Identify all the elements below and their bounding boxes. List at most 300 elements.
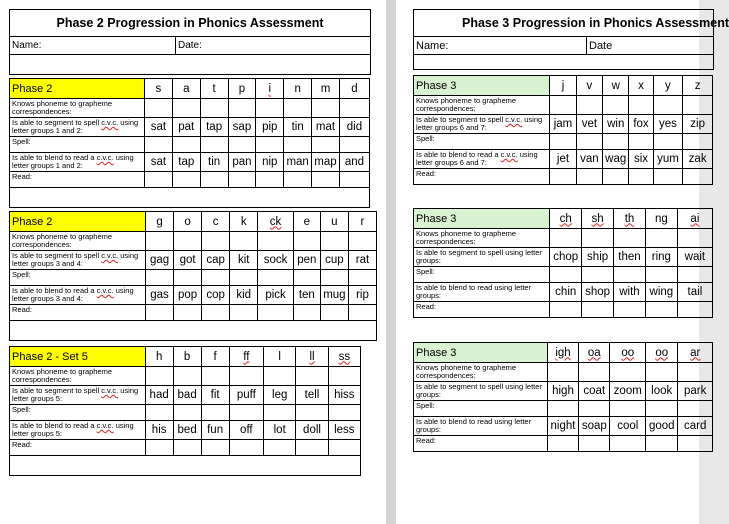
tick-cell[interactable] xyxy=(582,267,614,283)
spell-word-cell[interactable]: cap xyxy=(202,251,230,270)
read-word-cell[interactable]: card xyxy=(678,417,713,436)
spacer-row xyxy=(414,185,713,205)
tick-cell[interactable] xyxy=(312,172,340,188)
criterion-text: Is able to blend to read using letter groups: xyxy=(416,283,532,300)
criterion-blend-read xyxy=(414,283,550,302)
read-word-cell[interactable]: tail xyxy=(677,283,712,302)
spell-word-cell[interactable]: zip xyxy=(683,115,713,134)
tick-cell[interactable] xyxy=(200,172,228,188)
grapheme-cell[interactable]: oa xyxy=(579,343,610,363)
tick-cell[interactable] xyxy=(579,436,610,452)
read-word-cell[interactable]: wag xyxy=(603,150,629,169)
read-word-cell[interactable]: cool xyxy=(610,417,646,436)
phase-label: Phase 3 xyxy=(414,343,548,363)
read-word-cell[interactable]: wing xyxy=(645,283,677,302)
tick-cell[interactable] xyxy=(172,99,200,118)
tick-cell[interactable] xyxy=(296,440,328,456)
tick-cell[interactable] xyxy=(550,96,576,115)
tick-cell[interactable] xyxy=(173,367,201,386)
tick-cell[interactable] xyxy=(348,305,376,321)
criterion-blend-read xyxy=(414,417,548,436)
phase-label: Phase 3 xyxy=(414,76,550,96)
criterion-text: Is able to blend to read a xyxy=(416,150,501,159)
read-label: Read: xyxy=(414,302,550,318)
tick-cell[interactable] xyxy=(579,363,610,382)
tick-cell[interactable] xyxy=(582,229,614,248)
spell-word-cell[interactable]: zoom xyxy=(610,382,646,401)
spell-word-cell[interactable]: bad xyxy=(173,386,201,405)
grapheme-cell[interactable]: z xyxy=(683,76,713,96)
read-word-cell[interactable]: soap xyxy=(579,417,610,436)
read-word-cell[interactable]: six xyxy=(629,150,653,169)
tick-cell[interactable] xyxy=(547,436,578,452)
tick-cell[interactable] xyxy=(683,96,713,115)
spell-word-cell[interactable]: got xyxy=(174,251,202,270)
spell-word-cell[interactable]: tell xyxy=(296,386,328,405)
tick-cell[interactable] xyxy=(582,302,614,318)
tick-cell[interactable] xyxy=(293,232,320,251)
tick-cell[interactable] xyxy=(653,96,683,115)
tick-cell[interactable] xyxy=(258,270,294,286)
read-word-cell[interactable]: yum xyxy=(653,150,683,169)
left-header-table xyxy=(9,9,371,75)
spell-word-cell[interactable]: mat xyxy=(312,118,340,137)
tick-cell[interactable] xyxy=(258,232,294,251)
read-word-cell[interactable]: nip xyxy=(256,153,284,172)
tick-cell[interactable] xyxy=(146,270,174,286)
grapheme-cell[interactable]: r xyxy=(348,212,376,232)
tick-cell[interactable] xyxy=(174,270,202,286)
read-word-cell[interactable]: bed xyxy=(173,421,201,440)
spacer-row xyxy=(10,55,371,75)
spell-word-cell[interactable]: pen xyxy=(293,251,320,270)
grapheme-cell[interactable]: j xyxy=(550,76,576,96)
grapheme-cell[interactable]: a xyxy=(172,79,200,99)
spell-label: Spell: xyxy=(414,134,550,150)
tick-cell[interactable] xyxy=(603,96,629,115)
cvc-term: c.v.c. xyxy=(96,421,114,430)
grapheme-cell[interactable]: ch xyxy=(550,209,582,229)
tick-cell[interactable] xyxy=(550,302,582,318)
read-word-cell[interactable]: chin xyxy=(550,283,582,302)
tick-cell[interactable] xyxy=(172,137,200,153)
read-word-cell[interactable]: ten xyxy=(293,286,320,305)
tick-cell[interactable] xyxy=(646,363,678,382)
read-word-cell[interactable]: mug xyxy=(320,286,348,305)
spell-word-cell[interactable]: yes xyxy=(653,115,683,134)
tick-cell[interactable] xyxy=(645,267,677,283)
tick-cell[interactable] xyxy=(653,169,683,185)
criterion-segment-spell xyxy=(414,248,550,267)
grapheme-cell[interactable]: ai xyxy=(677,209,712,229)
tick-cell[interactable] xyxy=(202,232,230,251)
cvc-term: c.v.c. xyxy=(500,150,518,159)
tick-cell[interactable] xyxy=(201,440,229,456)
grapheme-cell[interactable]: n xyxy=(284,79,312,99)
tick-cell[interactable] xyxy=(678,401,713,417)
spell-word-cell[interactable]: ship xyxy=(582,248,614,267)
spell-word-cell[interactable]: look xyxy=(646,382,678,401)
tick-cell[interactable] xyxy=(145,137,173,153)
grapheme-cell[interactable]: v xyxy=(576,76,602,96)
tick-cell[interactable] xyxy=(550,229,582,248)
grapheme-cell[interactable]: m xyxy=(312,79,340,99)
criterion-text: using letter groups 5: xyxy=(12,421,134,438)
name-label[interactable]: Name: xyxy=(10,37,176,55)
phase-section-6 xyxy=(413,342,713,472)
tick-cell[interactable] xyxy=(230,270,258,286)
tick-cell[interactable] xyxy=(576,96,602,115)
tick-cell[interactable] xyxy=(200,99,228,118)
tick-cell[interactable] xyxy=(200,137,228,153)
tick-cell[interactable] xyxy=(339,99,369,118)
tick-cell[interactable] xyxy=(229,367,263,386)
tick-cell[interactable] xyxy=(348,232,376,251)
grapheme-cell[interactable]: ss xyxy=(328,347,360,367)
tick-cell[interactable] xyxy=(293,270,320,286)
tick-cell[interactable] xyxy=(145,99,173,118)
name-label[interactable]: Name: xyxy=(414,37,587,55)
criterion-segment-spell xyxy=(10,118,145,137)
tick-cell[interactable] xyxy=(614,267,646,283)
date-label[interactable]: Date xyxy=(587,37,714,55)
read-label: Read: xyxy=(10,440,146,456)
tick-cell[interactable] xyxy=(296,405,328,421)
spell-word-cell[interactable]: chop xyxy=(550,248,582,267)
tick-cell[interactable] xyxy=(348,270,376,286)
tick-cell[interactable] xyxy=(230,305,258,321)
tick-cell[interactable] xyxy=(202,305,230,321)
grapheme-cell[interactable]: ll xyxy=(296,347,328,367)
tick-cell[interactable] xyxy=(610,401,646,417)
tick-cell[interactable] xyxy=(610,436,646,452)
criterion-blend-read xyxy=(10,286,146,305)
read-word-cell[interactable]: gas xyxy=(146,286,174,305)
criterion-phoneme-grapheme: Knows phoneme to grapheme correspondences: xyxy=(414,363,548,382)
spell-word-cell[interactable]: hiss xyxy=(328,386,360,405)
grapheme-cell[interactable]: igh xyxy=(547,343,578,363)
spell-label: Spell: xyxy=(414,267,550,283)
tick-cell[interactable] xyxy=(256,99,284,118)
tick-cell[interactable] xyxy=(312,137,340,153)
cvc-term: c.v.c. xyxy=(96,153,114,162)
criterion-segment-spell xyxy=(414,115,550,134)
spell-word-cell[interactable]: park xyxy=(678,382,713,401)
read-word-cell[interactable]: sat xyxy=(145,153,173,172)
tick-cell[interactable] xyxy=(264,440,296,456)
read-word-cell[interactable]: pan xyxy=(228,153,256,172)
criterion-text: Is able to blend to read a xyxy=(12,421,97,430)
read-label: Read: xyxy=(414,436,548,452)
tick-cell[interactable] xyxy=(320,270,348,286)
tick-cell[interactable] xyxy=(339,172,369,188)
read-word-cell[interactable]: with xyxy=(614,283,646,302)
tick-cell[interactable] xyxy=(264,405,296,421)
tick-cell[interactable] xyxy=(228,172,256,188)
spell-word-cell[interactable]: tin xyxy=(284,118,312,137)
spell-word-cell[interactable]: vet xyxy=(576,115,602,134)
tick-cell[interactable] xyxy=(646,436,678,452)
tick-cell[interactable] xyxy=(629,96,653,115)
tick-cell[interactable] xyxy=(312,99,340,118)
tick-cell[interactable] xyxy=(145,172,173,188)
tick-cell[interactable] xyxy=(145,367,173,386)
spell-word-cell[interactable]: kit xyxy=(230,251,258,270)
read-word-cell[interactable]: his xyxy=(145,421,173,440)
spell-word-cell[interactable]: cup xyxy=(320,251,348,270)
read-word-cell[interactable]: less xyxy=(328,421,360,440)
tick-cell[interactable] xyxy=(173,440,201,456)
spell-word-cell[interactable]: pat xyxy=(172,118,200,137)
tick-cell[interactable] xyxy=(146,305,174,321)
read-word-cell[interactable]: kid xyxy=(230,286,258,305)
tick-cell[interactable] xyxy=(614,302,646,318)
spell-word-cell[interactable]: then xyxy=(614,248,646,267)
grapheme-cell[interactable]: t xyxy=(200,79,228,99)
spell-word-cell[interactable]: coat xyxy=(579,382,610,401)
tick-cell[interactable] xyxy=(629,134,653,150)
criterion-text: Is able to segment to spell xyxy=(12,118,102,127)
criterion-text: using letter groups 6 and 7: xyxy=(416,150,538,167)
grapheme-cell[interactable]: l xyxy=(264,347,296,367)
spell-word-cell[interactable]: win xyxy=(603,115,629,134)
read-word-cell[interactable]: tin xyxy=(200,153,228,172)
grapheme-cell[interactable]: o xyxy=(174,212,202,232)
tick-cell[interactable] xyxy=(576,134,602,150)
tick-cell[interactable] xyxy=(576,169,602,185)
criterion-text: Is able to blend to read a xyxy=(12,286,97,295)
tick-cell[interactable] xyxy=(174,305,202,321)
tick-cell[interactable] xyxy=(284,99,312,118)
tick-cell[interactable] xyxy=(677,229,712,248)
spell-word-cell[interactable]: sock xyxy=(258,251,294,270)
tick-cell[interactable] xyxy=(645,302,677,318)
tick-cell[interactable] xyxy=(230,232,258,251)
date-label[interactable]: Date: xyxy=(176,37,371,55)
tick-cell[interactable] xyxy=(145,405,173,421)
grapheme-cell[interactable]: oo xyxy=(646,343,678,363)
read-word-cell[interactable]: off xyxy=(229,421,263,440)
grapheme-cell[interactable]: k xyxy=(230,212,258,232)
tick-cell[interactable] xyxy=(646,401,678,417)
criterion-blend-read xyxy=(10,421,146,440)
spell-word-cell[interactable]: fox xyxy=(629,115,653,134)
tick-cell[interactable] xyxy=(550,267,582,283)
spell-word-cell[interactable]: jam xyxy=(550,115,576,134)
spell-word-cell[interactable]: pip xyxy=(256,118,284,137)
tick-cell[interactable] xyxy=(293,305,320,321)
grapheme-cell[interactable]: f xyxy=(201,347,229,367)
tick-cell[interactable] xyxy=(328,440,360,456)
spell-word-cell[interactable]: leg xyxy=(264,386,296,405)
right-document-page xyxy=(396,0,729,524)
tick-cell[interactable] xyxy=(550,134,576,150)
spell-word-cell[interactable]: fit xyxy=(201,386,229,405)
tick-cell[interactable] xyxy=(145,440,173,456)
tick-cell[interactable] xyxy=(328,367,360,386)
tick-cell[interactable] xyxy=(320,305,348,321)
tick-cell[interactable] xyxy=(296,367,328,386)
page-title: Phase 2 Progression in Phonics Assessment xyxy=(10,10,371,37)
spell-word-cell[interactable]: ring xyxy=(645,248,677,267)
page-gap xyxy=(386,0,396,524)
criterion-blend-read xyxy=(414,150,550,169)
tick-cell[interactable] xyxy=(201,367,229,386)
tick-cell[interactable] xyxy=(610,363,646,382)
tick-cell[interactable] xyxy=(284,172,312,188)
read-label: Read: xyxy=(10,172,145,188)
spell-word-cell[interactable]: high xyxy=(547,382,578,401)
phase-section-4 xyxy=(413,75,713,205)
grapheme-cell[interactable]: oo xyxy=(610,343,646,363)
criterion-text: Is able to segment to spell xyxy=(12,251,102,260)
spell-word-cell[interactable]: gag xyxy=(146,251,174,270)
tick-cell[interactable] xyxy=(603,134,629,150)
criterion-segment-spell xyxy=(414,382,548,401)
read-word-cell[interactable]: zak xyxy=(683,150,713,169)
tick-cell[interactable] xyxy=(614,229,646,248)
cvc-term: c.v.c. xyxy=(101,251,119,260)
grapheme-cell[interactable]: d xyxy=(339,79,369,99)
grapheme-cell[interactable]: e xyxy=(293,212,320,232)
tick-cell[interactable] xyxy=(174,232,202,251)
criterion-phoneme-grapheme: Knows phoneme to grapheme correspondences: xyxy=(10,367,146,386)
read-word-cell[interactable]: tap xyxy=(172,153,200,172)
spacer-row xyxy=(10,321,377,341)
tick-cell[interactable] xyxy=(284,137,312,153)
grapheme-cell[interactable]: ff xyxy=(229,347,263,367)
tick-cell[interactable] xyxy=(229,405,263,421)
read-word-cell[interactable]: doll xyxy=(296,421,328,440)
read-word-cell[interactable]: pop xyxy=(174,286,202,305)
tick-cell[interactable] xyxy=(683,169,713,185)
tick-cell[interactable] xyxy=(678,363,713,382)
grapheme-cell[interactable]: ar xyxy=(678,343,713,363)
spell-word-cell[interactable]: wait xyxy=(677,248,712,267)
read-word-cell[interactable]: rip xyxy=(348,286,376,305)
tick-cell[interactable] xyxy=(256,172,284,188)
spell-word-cell[interactable]: puff xyxy=(229,386,263,405)
phase-label: Phase 2 xyxy=(10,212,146,232)
spell-word-cell[interactable]: did xyxy=(339,118,369,137)
tick-cell[interactable] xyxy=(547,363,578,382)
tick-cell[interactable] xyxy=(550,169,576,185)
tick-cell[interactable] xyxy=(258,305,294,321)
tick-cell[interactable] xyxy=(228,137,256,153)
read-word-cell[interactable]: shop xyxy=(582,283,614,302)
grapheme-cell[interactable]: w xyxy=(603,76,629,96)
spell-label: Spell: xyxy=(10,137,145,153)
tick-cell[interactable] xyxy=(228,99,256,118)
criterion-text: using letter groups 5: xyxy=(12,386,139,403)
grapheme-cell[interactable]: y xyxy=(653,76,683,96)
read-word-cell[interactable]: van xyxy=(576,150,602,169)
read-word-cell[interactable]: map xyxy=(312,153,340,172)
cvc-term: c.v.c. xyxy=(101,386,119,395)
spacer-row xyxy=(414,55,714,70)
read-word-cell[interactable]: night xyxy=(547,417,578,436)
phase-section-2 xyxy=(9,211,377,341)
tick-cell[interactable] xyxy=(264,367,296,386)
grapheme-cell[interactable]: u xyxy=(320,212,348,232)
criterion-phoneme-grapheme: Knows phoneme to grapheme correspondences: xyxy=(414,96,550,115)
spacer-row xyxy=(10,188,370,208)
criterion-text: Is able to segment to spell xyxy=(12,386,102,395)
tick-cell[interactable] xyxy=(678,436,713,452)
grapheme-cell[interactable]: x xyxy=(629,76,653,96)
phase-section-1 xyxy=(9,78,370,208)
grapheme-cell[interactable]: s xyxy=(145,79,173,99)
tick-cell[interactable] xyxy=(173,405,201,421)
tick-cell[interactable] xyxy=(629,169,653,185)
tick-cell[interactable] xyxy=(645,229,677,248)
criterion-phoneme-grapheme: Knows phoneme to grapheme correspondences: xyxy=(10,99,145,118)
read-word-cell[interactable]: and xyxy=(339,153,369,172)
criterion-segment-spell xyxy=(10,251,146,270)
grapheme-cell[interactable]: h xyxy=(145,347,173,367)
spell-label: Spell: xyxy=(10,405,146,421)
grapheme-cell[interactable]: ck xyxy=(258,212,294,232)
tick-cell[interactable] xyxy=(201,405,229,421)
tick-cell[interactable] xyxy=(547,401,578,417)
spacer-row xyxy=(414,318,713,338)
tick-cell[interactable] xyxy=(320,232,348,251)
tick-cell[interactable] xyxy=(229,440,263,456)
tick-cell[interactable] xyxy=(579,401,610,417)
tick-cell[interactable] xyxy=(653,134,683,150)
grapheme-cell[interactable]: i xyxy=(256,79,284,99)
criterion-blend-read xyxy=(10,153,145,172)
tick-cell[interactable] xyxy=(677,302,712,318)
grapheme-cell[interactable]: p xyxy=(228,79,256,99)
read-word-cell[interactable]: pick xyxy=(258,286,294,305)
read-label: Read: xyxy=(10,305,146,321)
spell-word-cell[interactable]: tap xyxy=(200,118,228,137)
spacer-row xyxy=(10,456,361,476)
phase-label: Phase 2 - Set 5 xyxy=(10,347,146,367)
tick-cell[interactable] xyxy=(202,270,230,286)
tick-cell[interactable] xyxy=(683,134,713,150)
grapheme-cell[interactable]: b xyxy=(173,347,201,367)
phase-section-3 xyxy=(9,346,361,476)
tick-cell[interactable] xyxy=(339,137,369,153)
tick-cell[interactable] xyxy=(328,405,360,421)
tick-cell[interactable] xyxy=(146,232,174,251)
spell-word-cell[interactable]: had xyxy=(145,386,173,405)
grapheme-cell[interactable]: sh xyxy=(582,209,614,229)
read-word-cell[interactable]: fun xyxy=(201,421,229,440)
criterion-text: using letter groups 3 and 4: xyxy=(12,251,139,268)
read-word-cell[interactable]: man xyxy=(284,153,312,172)
read-word-cell[interactable]: cop xyxy=(202,286,230,305)
read-word-cell[interactable]: good xyxy=(646,417,678,436)
spell-word-cell[interactable]: sat xyxy=(145,118,173,137)
tick-cell[interactable] xyxy=(172,172,200,188)
spell-word-cell[interactable]: rat xyxy=(348,251,376,270)
grapheme-cell[interactable]: c xyxy=(202,212,230,232)
read-word-cell[interactable]: jet xyxy=(550,150,576,169)
read-word-cell[interactable]: lot xyxy=(264,421,296,440)
tick-cell[interactable] xyxy=(677,267,712,283)
criterion-phoneme-grapheme: Knows phoneme to grapheme correspondences: xyxy=(10,232,146,251)
spell-word-cell[interactable]: sap xyxy=(228,118,256,137)
tick-cell[interactable] xyxy=(603,169,629,185)
grapheme-cell[interactable]: g xyxy=(146,212,174,232)
grapheme-cell[interactable]: th xyxy=(614,209,646,229)
criterion-text: using letter groups 1 and 2: xyxy=(12,153,134,170)
tick-cell[interactable] xyxy=(256,137,284,153)
grapheme-cell[interactable]: ng xyxy=(645,209,677,229)
